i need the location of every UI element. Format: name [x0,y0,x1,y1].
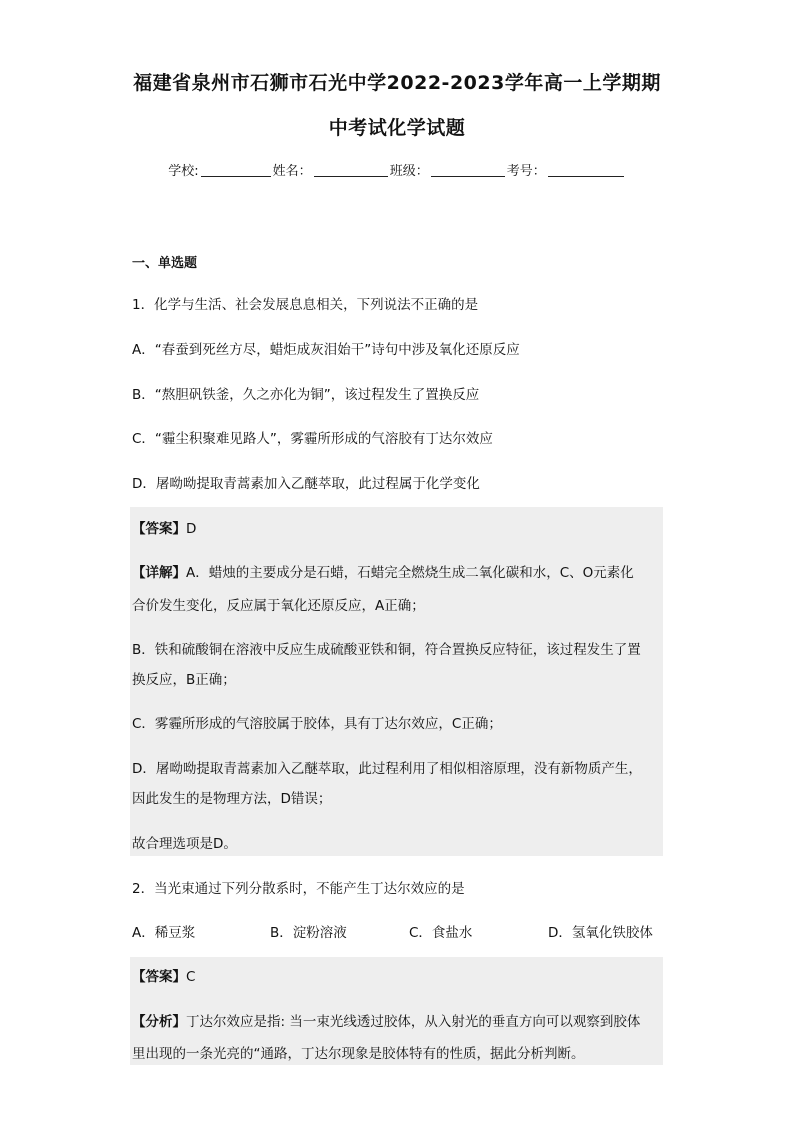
q1-option-a: A．“春蚕到死丝方尽，蜡炬成灰泪始干”诗句中涉及氧化还原反应 [132,342,520,358]
section-heading: 一、单选题 [132,256,198,271]
q2-answer [132,965,195,985]
q1-explain-text-1: A．蜡烛的主要成分是石蜡，石蜡完全燃烧生成二氧化碳和水，C、O元素化 [186,565,634,581]
q2-option-d: D．氢氧化铁胶体 [548,925,653,941]
q2-analysis-line-1 [132,1010,640,1030]
school-blank [201,162,271,177]
q1-explain-line-1 [132,561,634,581]
doc-title-line2: 中考试化学试题 [328,117,466,139]
student-info-row [0,160,794,179]
q2-answer-value: C [186,969,196,985]
q1-answer-value: D [186,521,197,537]
doc-title-line1: 福建省泉州市石狮市石光中学2022-2023学年高一上学期期 [133,72,661,94]
q1-explain-line-5: C．雾霾所形成的气溶胶属于胶体，具有丁达尔效应，C正确； [132,716,502,732]
q2-analysis-label: 【分析】 [132,1014,186,1030]
q2-analysis-line-2: 里出现的一条光亮的“通路，丁达尔现象是胶体特有的性质，据此分析判断。 [132,1046,585,1062]
q1-option-b: B．“熬胆矾铁釜，久之亦化为铜”，该过程发生了置换反应 [132,387,480,403]
class-blank [431,162,505,177]
q2-answer-label: 【答案】 [132,969,186,985]
q1-option-c: C．“霾尘积聚难见路人”，雾霾所形成的气溶胶有丁达尔效应 [132,431,493,447]
q1-explain-label: 【详解】 [132,565,186,581]
q2-option-c: C．食盐水 [409,925,473,941]
q1-stem: 1．化学与生活、社会发展息息相关，下列说法不正确的是 [132,297,479,313]
name-label: 姓名： [272,164,312,179]
q1-explain-line-6: D．屠呦呦提取青蒿素加入乙醚萃取，此过程利用了相似相溶原理，没有新物质产生， [132,761,642,777]
q1-answer-label: 【答案】 [132,521,186,537]
q2-option-b: B．淀粉溶液 [270,925,347,941]
exam-no-label: 考号： [506,164,546,179]
exam-no-blank [548,162,624,177]
q1-explain-line-3: B．铁和硫酸铜在溶液中反应生成硫酸亚铁和铜，符合置换反应特征，该过程发生了置 [132,642,641,658]
q2-option-a: A．稀豆浆 [132,925,196,941]
q1-explain-line-4: 换反应，B正确； [132,672,236,688]
q1-explain-line-7: 因此发生的是物理方法，D错误； [132,791,332,807]
school-label: 学校: [168,164,199,179]
q1-option-d: D．屠呦呦提取青蒿素加入乙醚萃取，此过程属于化学变化 [132,476,480,492]
q2-analysis-text-1: 丁达尔效应是指: 当一束光线透过胶体，从入射光的垂直方向可以观察到胶体 [186,1014,641,1030]
class-label: 班级： [389,164,429,179]
q1-answer [132,517,196,537]
q1-explain-line-8: 故合理选项是D。 [132,836,237,852]
q1-explain-line-2: 合价发生变化，反应属于氧化还原反应，A正确； [132,598,425,614]
q2-stem: 2．当光束通过下列分散系时，不能产生丁达尔效应的是 [132,881,465,897]
name-blank [314,162,388,177]
